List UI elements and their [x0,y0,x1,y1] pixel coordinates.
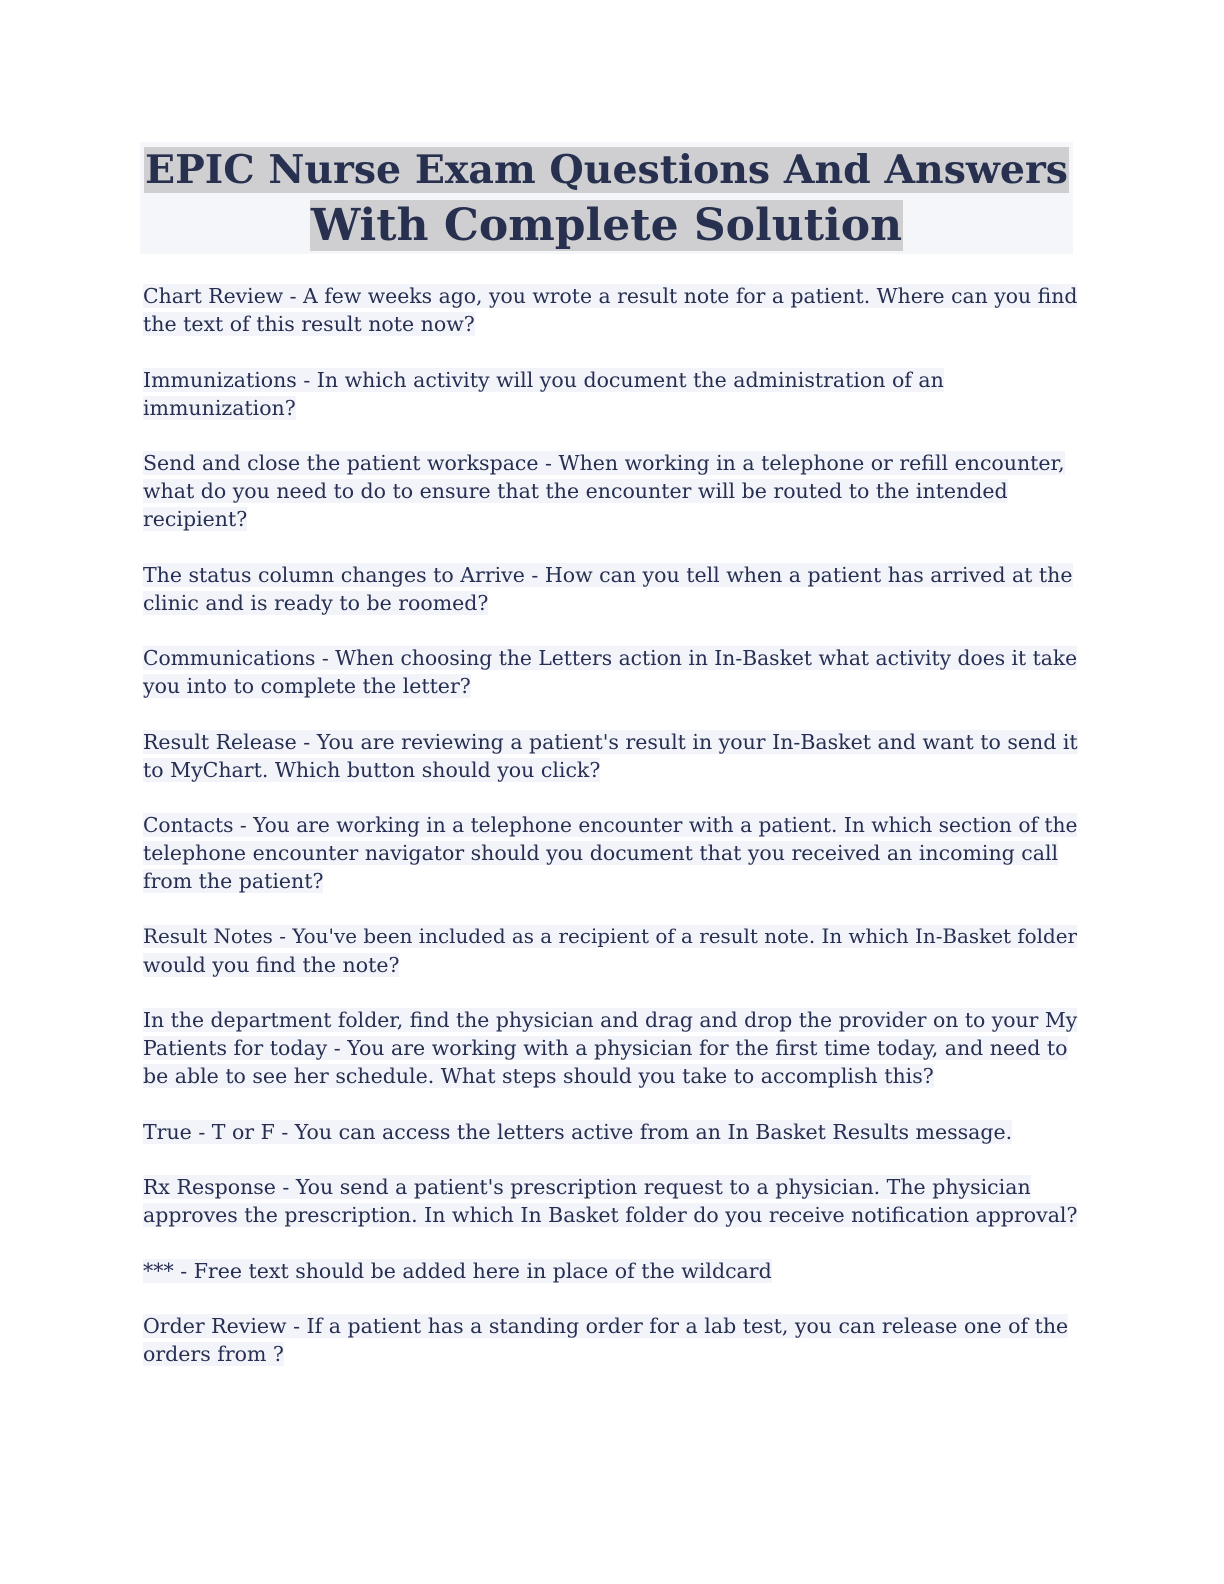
qa-item [143,1257,1078,1285]
qa-item [143,449,1078,533]
qa-item [143,1173,1078,1229]
title-line-2: With Complete Solution [310,200,903,251]
qa-line: would you find the note? [143,952,400,977]
qa-item [143,923,1078,979]
qa-line: Contacts - You are working in a telephone encounter with a patient. In which section of the [143,813,1078,837]
qa-line: Communications - When choosing the Letters action in In-Basket what activity does it take [143,646,1078,670]
qa-line: recipient? [143,507,248,531]
qa-line: Send and close the patient workspace - When working in a telephone or refill encounter, [143,451,1065,475]
qa-item [143,1312,1078,1368]
qa-line: Order Review - If a patient has a standing order for a lab test, you can release one of the [143,1314,1069,1338]
qa-item [143,366,1078,422]
qa-line: In the department folder, find the physician and drag and drop the provider on to your My [143,1008,1078,1032]
qa-line: *** - Free text should be added here in place of the wildcard [143,1258,772,1283]
title-line-1: EPIC Nurse Exam Questions And Answers [145,147,1068,193]
qa-line: The status column changes to Arrive - How can you tell when a patient has arrived at the [143,562,1073,587]
qa-line: what do you need to do to ensure that the encounter will be routed to the intended [143,479,1008,503]
qa-line: Result Notes - You've been included as a recipient of a result note. In which In-Basket folder [143,924,1078,948]
qa-item [143,561,1078,617]
qa-line: Result Release - You are reviewing a patient's result in your In-Basket and want to send it [143,729,1078,754]
qa-line: immunization? [143,395,296,420]
qa-line: Patients for today - You are working with a physician for the first time today, and need to [143,1036,1068,1060]
qa-item [143,811,1078,895]
qa-item [143,728,1078,784]
qa-item [143,282,1078,338]
qa-item [143,1118,1078,1146]
qa-list [143,282,1078,1368]
qa-line: you into to complete the letter? [143,674,471,698]
qa-line: from the patient? [143,869,324,893]
qa-line: Chart Review - A few weeks ago, you wrote a result note for a patient. Where can you find [143,284,1078,308]
qa-line: Immunizations - In which activity will you document the administration of an [143,367,944,392]
qa-line: to MyChart. Which button should you click? [143,757,601,782]
qa-item [143,644,1078,700]
qa-line: True - T or F - You can access the letters active from an In Basket Results message. [143,1119,1013,1144]
qa-line: orders from ? [143,1342,284,1366]
qa-line: clinic and is ready to be roomed? [143,590,489,615]
qa-line: approves the prescription. In which In Basket folder do you receive notification approval? [143,1203,1078,1227]
document-title [140,142,1073,254]
qa-line: Rx Response - You send a patient's prescription request to a physician. The physician [143,1175,1031,1199]
qa-line: telephone encounter navigator should you document that you received an incoming call [143,841,1059,865]
qa-line: be able to see her schedule. What steps should you take to accomplish this? [143,1064,934,1088]
qa-item [143,1006,1078,1090]
qa-line: the text of this result note now? [143,312,475,336]
